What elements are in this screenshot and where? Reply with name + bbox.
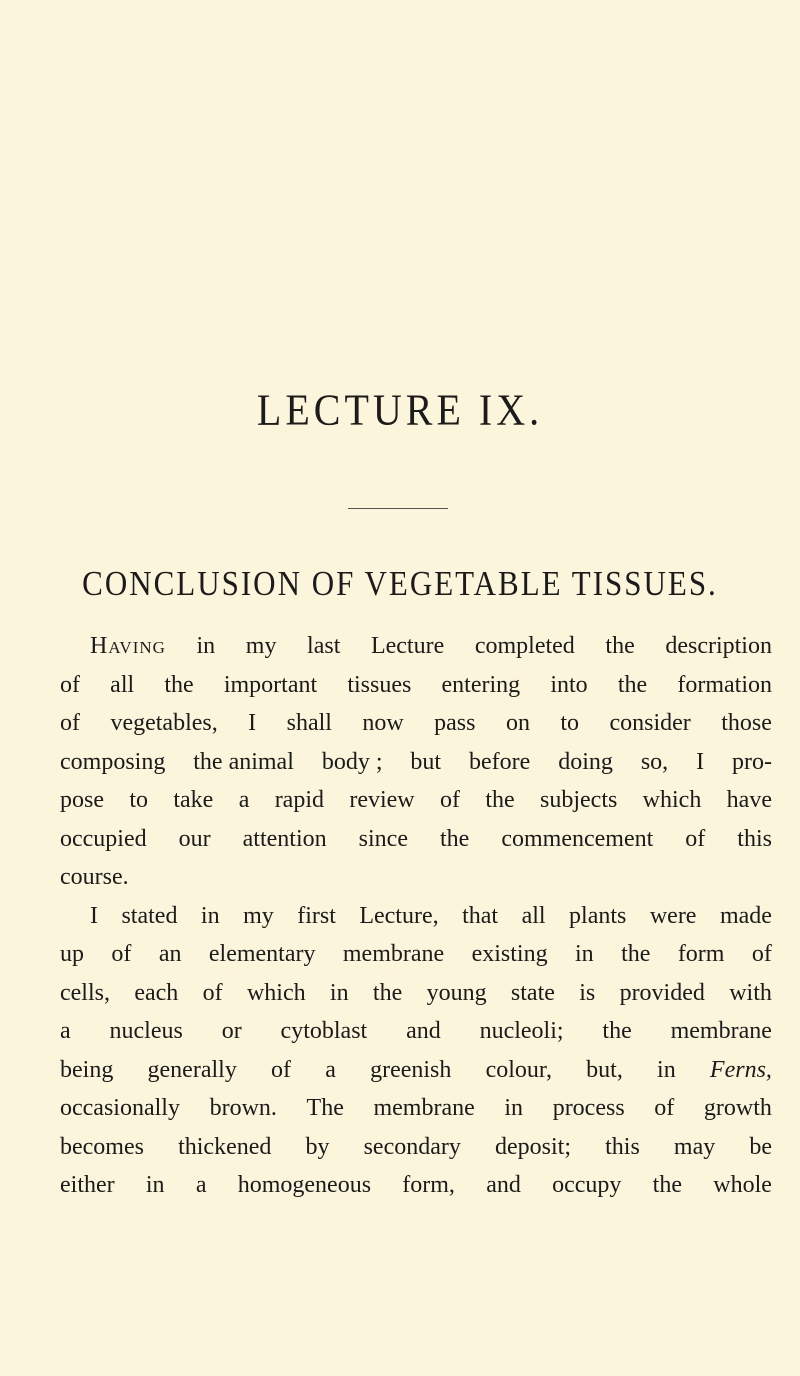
word: homogeneous	[237, 1172, 372, 1198]
word: were	[649, 902, 697, 929]
word: cells,	[60, 979, 110, 1006]
word: my	[245, 633, 277, 659]
word: in	[200, 902, 220, 929]
word: now	[362, 710, 404, 736]
lecture-heading: LECTURE IX.	[256, 384, 544, 435]
word: growth	[703, 1095, 772, 1121]
word: formation	[677, 671, 772, 698]
word: before	[469, 748, 531, 775]
word: of	[439, 787, 460, 813]
word: consider	[609, 710, 691, 736]
word: state	[510, 979, 555, 1006]
word: membrane	[373, 1095, 475, 1121]
word: into	[550, 671, 588, 698]
word: review	[349, 787, 415, 813]
word: pose	[60, 787, 104, 813]
word: generally	[147, 1056, 237, 1083]
word: in	[575, 941, 594, 967]
word: colour,	[485, 1056, 552, 1083]
word: take	[173, 787, 214, 813]
word: with	[729, 979, 772, 1006]
word: Lecture	[370, 633, 445, 659]
word: to	[560, 710, 580, 736]
text-line	[60, 974, 772, 1013]
word: entering	[441, 671, 521, 698]
word: shall	[286, 710, 332, 736]
text-line	[60, 1089, 772, 1128]
text-line	[60, 1051, 772, 1090]
word: the	[439, 825, 470, 852]
word: last	[307, 633, 341, 659]
word: of	[654, 1095, 675, 1121]
word: pro-	[732, 748, 772, 775]
word: a	[195, 1172, 207, 1198]
word: in	[657, 1056, 676, 1083]
word: but	[410, 748, 442, 775]
word: the animal	[193, 748, 294, 775]
word: all	[110, 671, 135, 698]
word: in	[145, 1172, 165, 1198]
word: by	[305, 1133, 330, 1160]
word: of	[685, 825, 706, 852]
word: in	[504, 1095, 524, 1121]
text-line	[60, 897, 772, 936]
word: and	[486, 1172, 521, 1198]
word: may	[673, 1133, 716, 1160]
word: pass	[434, 710, 476, 736]
word: the	[617, 671, 648, 698]
word: cytoblast	[280, 1018, 368, 1044]
text-line	[60, 935, 772, 974]
text-line	[60, 820, 772, 859]
text-line	[60, 627, 772, 666]
body-text	[60, 627, 772, 1205]
word: an	[158, 941, 182, 967]
word: becomes	[60, 1133, 144, 1160]
text-line	[60, 1012, 772, 1051]
text-line	[60, 743, 772, 782]
word: commencement	[501, 825, 654, 852]
word: this	[605, 1133, 640, 1160]
word: first	[297, 902, 336, 929]
word: be	[749, 1133, 772, 1160]
word: I	[696, 748, 705, 775]
word: greenish	[370, 1056, 452, 1083]
word: doing	[558, 748, 613, 775]
word: rapid	[274, 787, 324, 813]
text-line	[60, 704, 772, 743]
word: elementary	[208, 941, 316, 967]
word: Ferns,	[709, 1056, 772, 1083]
word: form	[677, 941, 725, 967]
word: of	[751, 941, 772, 967]
word: body ;	[321, 748, 383, 775]
word: so,	[640, 748, 669, 775]
word: thickened	[178, 1133, 272, 1160]
word: have	[726, 787, 772, 813]
word: of	[271, 1056, 292, 1083]
word: the	[485, 787, 515, 813]
word: plants	[569, 902, 627, 929]
word: a	[325, 1056, 336, 1083]
word: our	[178, 825, 211, 852]
word: the	[605, 633, 635, 659]
word: nucleoli;	[479, 1018, 564, 1044]
word: brown.	[209, 1095, 277, 1121]
word: description	[665, 633, 772, 659]
text-line	[60, 1166, 772, 1205]
word: membrane	[342, 941, 445, 967]
word: Having	[90, 633, 166, 659]
word: attention	[242, 825, 327, 852]
text-line	[60, 781, 772, 820]
word: existing	[471, 941, 548, 967]
word: the	[621, 941, 651, 967]
word: occasionally	[60, 1095, 180, 1121]
word: those	[721, 710, 772, 736]
word: this	[737, 825, 772, 852]
word: the	[602, 1018, 632, 1044]
text-line	[60, 666, 772, 705]
paragraph	[60, 897, 772, 1205]
word: membrane	[670, 1018, 772, 1044]
chapter-subtitle: CONCLUSION OF VEGETABLE TISSUES.	[82, 563, 718, 604]
word: whole	[713, 1172, 772, 1198]
word: I	[248, 710, 257, 736]
word: is	[579, 979, 596, 1006]
word: provided	[619, 979, 705, 1006]
word: to	[129, 787, 149, 813]
word: The	[306, 1095, 344, 1121]
word: process	[552, 1095, 625, 1121]
word: in	[329, 979, 349, 1006]
word: since	[358, 825, 408, 852]
word: being	[60, 1056, 114, 1083]
word: up	[60, 941, 84, 967]
word: all	[521, 902, 546, 929]
word: which	[246, 979, 306, 1006]
word: in	[196, 633, 216, 659]
word: which	[642, 787, 702, 813]
word: vegetables,	[110, 710, 218, 736]
text-line	[60, 1128, 772, 1167]
word: the	[372, 979, 403, 1006]
word: Lecture,	[359, 902, 439, 929]
word: each	[134, 979, 179, 1006]
word: stated	[121, 902, 178, 929]
word: and	[406, 1018, 441, 1044]
word: of	[202, 979, 223, 1006]
word: course.	[60, 864, 129, 890]
word: tissues	[347, 671, 412, 698]
word: but,	[586, 1056, 623, 1083]
word: subjects	[540, 787, 618, 813]
word: of	[60, 710, 80, 736]
word: secondary	[363, 1133, 461, 1160]
word: completed	[474, 633, 575, 659]
word: occupy	[552, 1172, 622, 1198]
word: a	[60, 1018, 71, 1044]
word: of	[60, 671, 80, 698]
word: my	[243, 902, 274, 929]
word: composing	[60, 748, 166, 775]
heading-divider	[348, 508, 448, 509]
word: or	[221, 1018, 242, 1044]
word: important	[223, 671, 318, 698]
word: deposit;	[495, 1133, 571, 1160]
word: of	[111, 941, 132, 967]
word: the	[164, 671, 194, 698]
word: nucleus	[109, 1018, 183, 1044]
word: the	[652, 1172, 682, 1198]
word: form,	[402, 1172, 455, 1198]
word: a	[238, 787, 250, 813]
word: on	[505, 710, 530, 736]
word: occupied	[60, 825, 147, 852]
text-line	[60, 858, 772, 897]
word: made	[719, 902, 772, 929]
word: either	[60, 1172, 115, 1198]
word: I	[90, 902, 98, 929]
paragraph	[60, 627, 772, 897]
word: young	[426, 979, 487, 1006]
word: that	[462, 902, 499, 929]
